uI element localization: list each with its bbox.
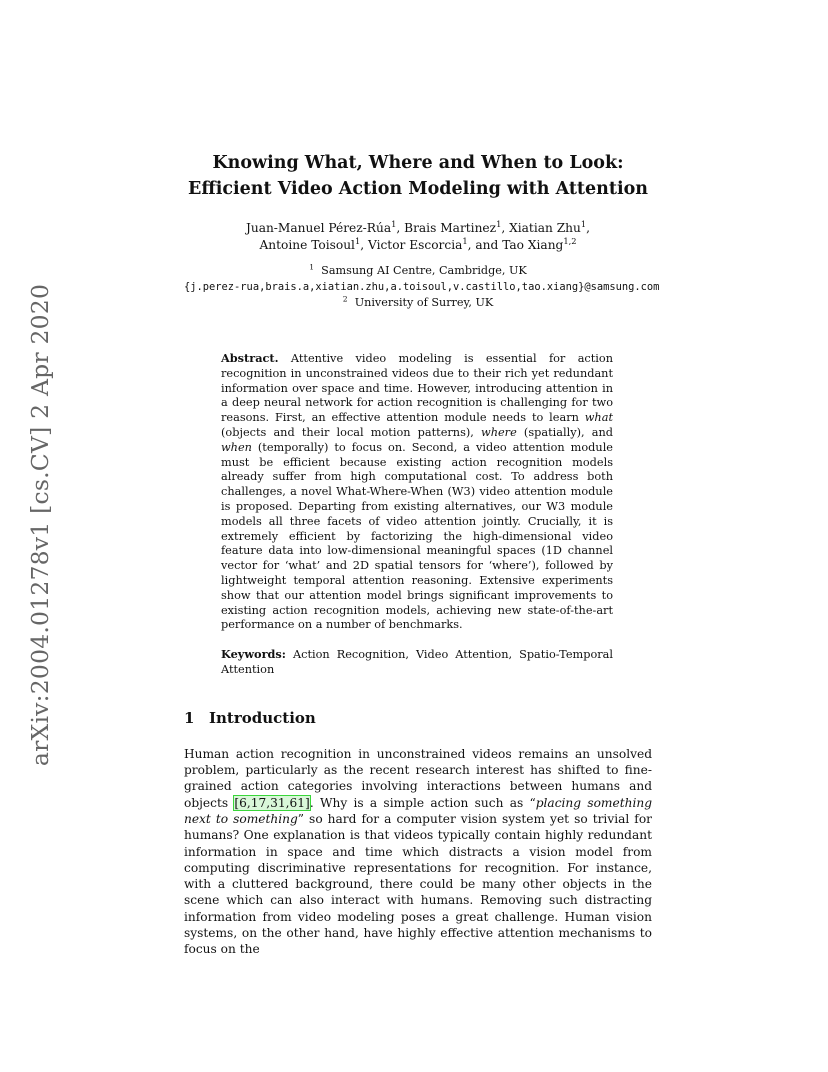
author-separator: ,: [396, 221, 405, 235]
paper-page: [184, 150, 660, 958]
author-name: Antoine Toisoul: [259, 238, 355, 252]
affiliation-1: [184, 263, 652, 279]
citation-link[interactable]: [6,17,31,61]: [234, 795, 310, 810]
intro-text: ” so hard for a computer vision system yet so trivial for humans? One explanation is that videos typically contain highly redundant information in space and time which distracts a vision model from computing discriminative representations for recognition. For instance, with a cluttered background, there could be many other objects in the scene which can also interact with humans. Removing such distracting information from video modeling poses a great challenge. Human vision systems, on the other hand, have highly effective attention mechanisms to focus on the: [184, 811, 652, 957]
author-emails[interactable]: {j.perez-rua,brais.a,xiatian.zhu,a.toisoul,v.castillo,tao.xiang}@samsung.com: [184, 281, 660, 293]
arxiv-sidebar-stamp: [18, 283, 62, 767]
keywords: [221, 647, 613, 678]
paper-title: [184, 150, 652, 202]
section-title: Introduction: [209, 708, 316, 727]
affiliation-mark: 2: [342, 294, 348, 304]
author-name: Brais Martinez: [404, 221, 497, 235]
author-list: [184, 220, 652, 254]
section-number: 1: [184, 708, 195, 727]
author-separator: ,: [360, 238, 368, 252]
author-affil-mark: 1: [391, 218, 397, 229]
intro-text: Human action recognition in unconstrained videos remains an unsolved problem, particularly as the recent research interest has shifted to fine-grained action categories involving interactions between humans and objects: [184, 746, 652, 810]
abstract-text: (temporally) to focus on. Second, a video attention module must be efficient because existing action recognition models already suffer from high computational cost. To address both challenges, a novel What-Where-When (W3) video attention module is proposed. Departing from existing alternatives, our W3 module models all three facets of video attention jointly. Crucially, it is extremely efficient by factorizing the high-dimensional video feature data into low-dimensional meaningful spaces (1D channel vector for ‘what’ and 2D spatial tensors for ‘where’), followed by lightweight temporal attention reasoning. Extensive experiments show that our attention model brings significant improvements to existing action recognition models, achieving new state-of-the-art performance on a number of benchmarks.: [221, 440, 613, 632]
author-separator: ,: [586, 221, 591, 235]
abstract-text: (objects and their local motion patterns),: [221, 425, 482, 439]
author-name: Juan-Manuel Pérez-Rúa: [245, 221, 392, 235]
author-affil-mark: 1,2: [563, 235, 577, 246]
intro-emphasis: placing something next to something: [184, 795, 652, 826]
author-separator: ,: [501, 221, 510, 235]
abstract-emphasis: when: [221, 440, 252, 454]
keywords-text: Action Recognition, Video Attention, Spatio-Temporal Attention: [221, 648, 613, 676]
arxiv-identifier: arXiv:2004.01278v1 [cs.CV] 2 Apr 2020: [26, 283, 54, 767]
affiliation-text: Samsung AI Centre, Cambridge, UK: [321, 264, 527, 277]
abstract-emphasis: where: [481, 425, 517, 439]
author-affil-mark: 1: [496, 218, 502, 229]
abstract-text: Attentive video modeling is essential for action recognition in unconstrained videos due to their rich yet redundant information over space and time. However, introducing attention in a deep neural network for action recognition is challenging for two reasons. First, an effective attention module needs to learn: [221, 352, 613, 425]
title-line-1: Knowing What, Where and When to Look:: [212, 153, 624, 173]
author-affil-mark: 1: [462, 235, 468, 246]
affiliation-text: University of Surrey, UK: [354, 296, 494, 309]
author-name: Tao Xiang: [502, 238, 564, 252]
introduction-paragraph: [184, 746, 652, 958]
affiliations: [184, 262, 660, 311]
author-name: Xiatian Zhu: [509, 221, 581, 235]
abstract-label: Abstract.: [221, 351, 279, 365]
section-heading: [184, 708, 652, 728]
abstract: [221, 351, 613, 633]
author-separator: , and: [467, 238, 503, 252]
intro-text: . Why is a simple action such as “: [309, 795, 536, 810]
abstract-emphasis: what: [584, 411, 613, 425]
affiliation-mark: 1: [309, 262, 315, 272]
author-affil-mark: 1: [354, 235, 361, 246]
author-name: Victor Escorcia: [367, 238, 463, 252]
title-line-2: Efficient Video Action Modeling with Attention: [188, 179, 648, 199]
abstract-text: (spatially), and: [516, 425, 613, 439]
author-affil-mark: 1: [580, 218, 587, 229]
keywords-label: Keywords:: [221, 647, 286, 662]
affiliation-2: [184, 295, 652, 311]
